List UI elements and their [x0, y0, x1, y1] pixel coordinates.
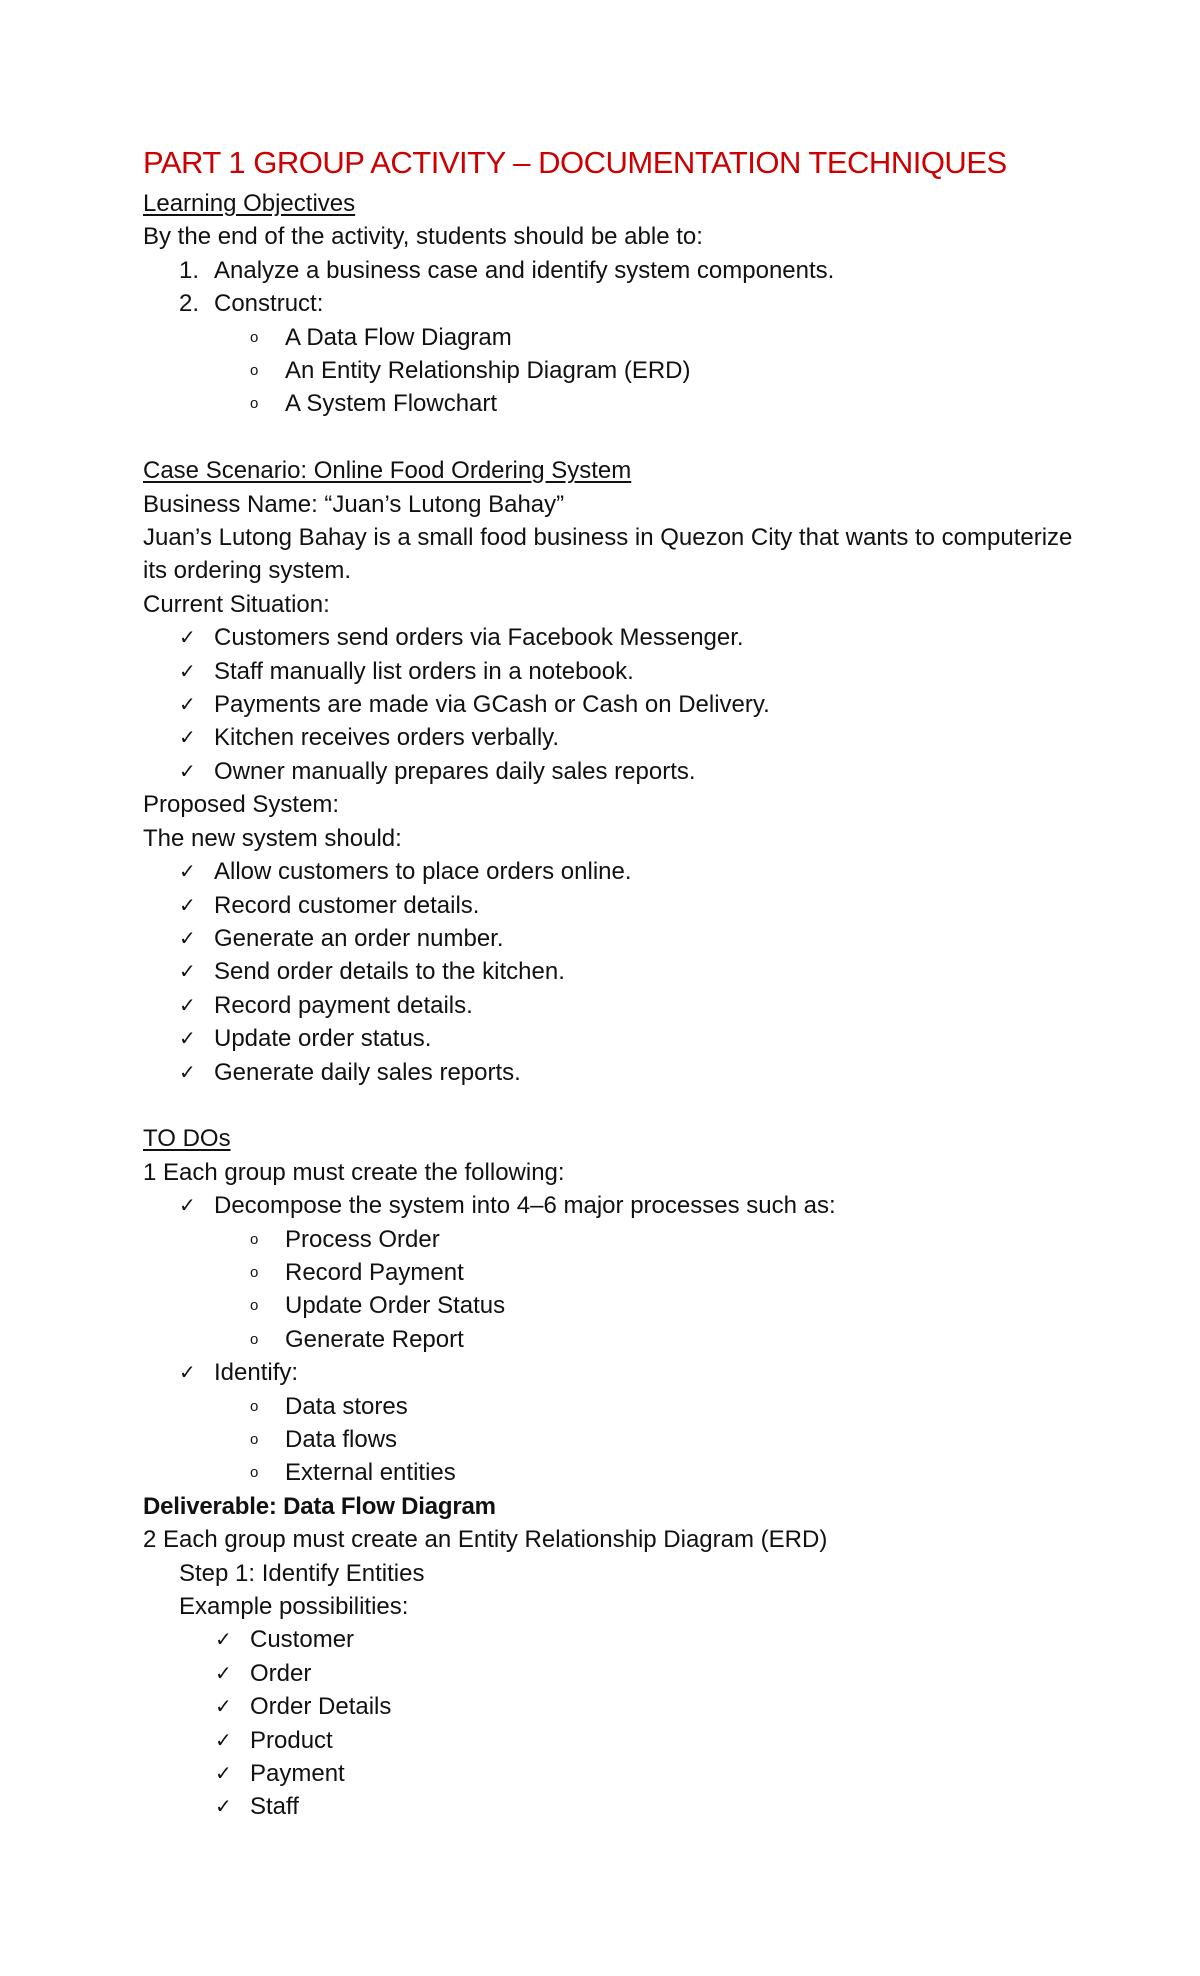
process-text: Record Payment	[285, 1258, 464, 1286]
process-text: Generate Report	[285, 1325, 464, 1353]
check-icon: ✓	[215, 1727, 232, 1752]
proposed-item	[143, 1056, 1103, 1089]
spacer	[143, 421, 1103, 454]
current-situation-label: Current Situation:	[143, 590, 330, 618]
decompose-text: Decompose the system into 4–6 major processes such as:	[214, 1192, 836, 1220]
bullet-icon: o	[250, 328, 259, 346]
case-heading: Case Scenario: Online Food Ordering System	[143, 457, 632, 485]
entity-item	[143, 1690, 1103, 1723]
process-item	[143, 1289, 1103, 1322]
current-text: Kitchen receives orders verbally.	[214, 724, 560, 752]
check-icon: ✓	[215, 1660, 232, 1685]
entity-item	[143, 1623, 1103, 1656]
todos-heading: TO DOs	[143, 1125, 231, 1153]
check-icon: ✓	[179, 1059, 196, 1084]
business-name: Business Name: “Juan’s Lutong Bahay”	[143, 490, 565, 518]
current-item	[143, 655, 1103, 688]
process-text: Update Order Status	[285, 1292, 506, 1320]
check-icon: ✓	[179, 859, 196, 884]
construct-item	[143, 387, 1103, 420]
proposed-text: Record payment details.	[214, 991, 473, 1019]
todo-item-1: 1 Each group must create the following:	[143, 1158, 565, 1186]
bullet-icon: o	[250, 1230, 259, 1248]
identify-subitem-text: Data stores	[285, 1392, 408, 1420]
process-item	[143, 1223, 1103, 1256]
check-icon: ✓	[179, 925, 196, 950]
entity-text: Order Details	[250, 1693, 392, 1721]
case-description: Juan’s Lutong Bahay is a small food business in Quezon City that wants to computerize	[143, 524, 1073, 552]
bullet-icon: o	[250, 395, 259, 413]
check-icon: ✓	[179, 992, 196, 1017]
proposed-text: Update order status.	[214, 1025, 432, 1053]
check-icon: ✓	[179, 725, 196, 750]
identify-text: Identify:	[214, 1359, 299, 1387]
check-icon: ✓	[179, 625, 196, 650]
proposed-text: Send order details to the kitchen.	[214, 958, 565, 986]
proposed-item	[143, 1022, 1103, 1055]
identify-subitem-text: External entities	[285, 1459, 456, 1487]
current-text: Payments are made via GCash or Cash on Delivery.	[214, 691, 770, 719]
construct-item	[143, 354, 1103, 387]
entity-item	[143, 1724, 1103, 1757]
proposed-item	[143, 955, 1103, 988]
bullet-icon: o	[250, 1263, 259, 1281]
list-number: 1.	[179, 256, 200, 284]
objective-item	[143, 254, 1103, 287]
check-icon: ✓	[179, 658, 196, 683]
proposed-text: Record customer details.	[214, 891, 480, 919]
entity-item	[143, 1657, 1103, 1690]
identify-subitem	[143, 1390, 1103, 1423]
check-icon: ✓	[179, 1360, 196, 1385]
proposed-text: Generate daily sales reports.	[214, 1058, 521, 1086]
check-icon: ✓	[215, 1794, 232, 1819]
check-icon: ✓	[215, 1761, 232, 1786]
bullet-icon: o	[250, 1464, 259, 1482]
process-item	[143, 1323, 1103, 1356]
objective-text: Construct:	[214, 290, 324, 318]
learning-intro: By the end of the activity, students should be able to:	[143, 223, 703, 251]
current-item	[143, 688, 1103, 721]
construct-text: A System Flowchart	[285, 390, 498, 418]
current-text: Customers send orders via Facebook Messenger.	[214, 624, 744, 652]
process-text: Process Order	[285, 1225, 440, 1253]
learning-objectives-heading: Learning Objectives	[143, 190, 356, 217]
current-item	[143, 621, 1103, 654]
todo-item-2: 2 Each group must create an Entity Relationship Diagram (ERD)	[143, 1526, 828, 1554]
current-item	[143, 755, 1103, 788]
entity-text: Payment	[250, 1760, 345, 1788]
entity-item	[143, 1790, 1103, 1823]
construct-text: A Data Flow Diagram	[285, 323, 512, 351]
construct-text: An Entity Relationship Diagram (ERD)	[285, 357, 691, 385]
proposed-text: Allow customers to place orders online.	[214, 858, 632, 886]
list-number: 2.	[179, 290, 200, 318]
process-item	[143, 1256, 1103, 1289]
entity-item	[143, 1757, 1103, 1790]
proposed-item	[143, 989, 1103, 1022]
construct-item	[143, 321, 1103, 354]
check-icon: ✓	[215, 1694, 232, 1719]
identify-subitem	[143, 1423, 1103, 1456]
step-1-label: Step 1: Identify Entities	[179, 1559, 425, 1587]
spacer	[143, 1089, 1103, 1122]
check-icon: ✓	[179, 892, 196, 917]
objective-text: Analyze a business case and identify system components.	[214, 256, 835, 284]
decompose-item	[143, 1189, 1103, 1222]
check-icon: ✓	[179, 1193, 196, 1218]
proposed-item	[143, 922, 1103, 955]
proposed-system-label: Proposed System:	[143, 791, 340, 819]
entity-text: Customer	[250, 1626, 355, 1654]
bullet-icon: o	[250, 362, 259, 380]
bullet-icon: o	[250, 1431, 259, 1448]
proposed-text: Generate an order number.	[214, 924, 504, 952]
identify-item	[143, 1356, 1103, 1389]
identify-subitem-text: Data flows	[285, 1426, 398, 1453]
case-description-cont: its ordering system.	[143, 557, 352, 585]
objective-item	[143, 287, 1103, 320]
deliverable-label: Deliverable: Data Flow Diagram	[143, 1492, 496, 1520]
check-icon: ✓	[215, 1627, 232, 1652]
check-icon: ✓	[179, 758, 196, 783]
current-text: Staff manually list orders in a notebook.	[214, 657, 634, 685]
proposed-intro: The new system should:	[143, 824, 402, 852]
entity-text: Order	[250, 1659, 312, 1687]
current-item	[143, 721, 1103, 754]
bullet-icon: o	[250, 1330, 259, 1348]
proposed-item	[143, 855, 1103, 888]
check-icon: ✓	[179, 959, 196, 984]
entity-text: Staff	[250, 1793, 299, 1821]
check-icon: ✓	[179, 692, 196, 717]
current-text: Owner manually prepares daily sales reports.	[214, 757, 696, 785]
page-title: PART 1 GROUP ACTIVITY – DOCUMENTATION TECHNIQUES	[143, 145, 1007, 180]
entity-text: Product	[250, 1726, 333, 1754]
proposed-item	[143, 889, 1103, 922]
bullet-icon: o	[250, 1297, 259, 1315]
document-body	[143, 141, 1103, 1824]
identify-subitem	[143, 1456, 1103, 1489]
check-icon: ✓	[179, 1026, 196, 1051]
bullet-icon: o	[250, 1397, 259, 1415]
examples-label: Example possibilities:	[179, 1593, 409, 1621]
